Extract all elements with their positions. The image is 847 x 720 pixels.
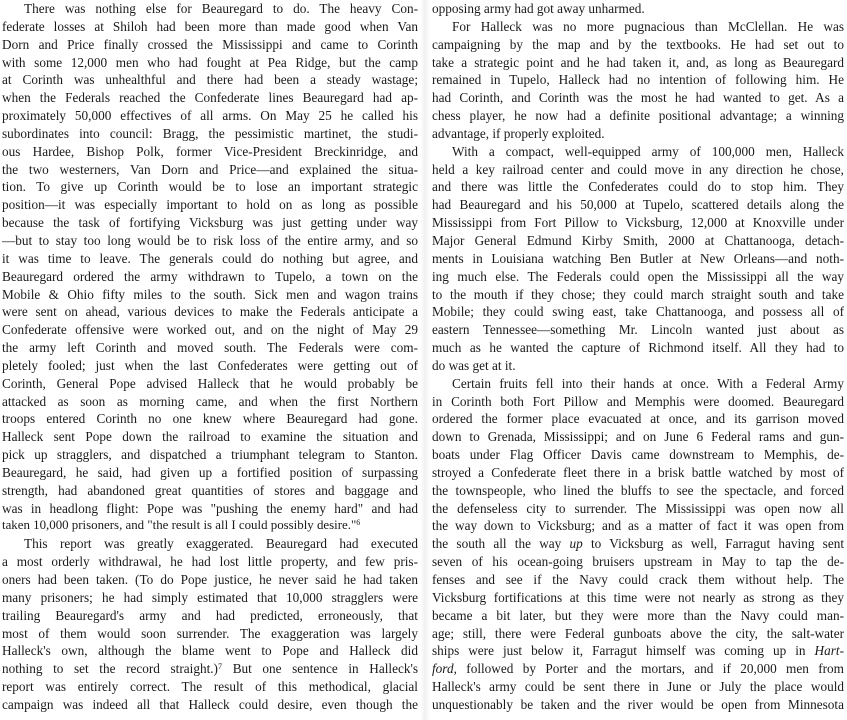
text-line: Mobile; they could swing east, take Chattanooga, and possess all of — [432, 304, 844, 320]
text-line: Major General Edmund Kirby Smith, 2000 at Chattanooga, detach- — [432, 232, 844, 248]
text-line: Vicksburg fortifications at this time were not nearly as strong as they — [432, 589, 844, 605]
text-line: tion. To give up Corinth would be to lose an important strategic — [2, 179, 418, 195]
text-line: Halleck's own, although the blame went to Pope and Halleck did — [2, 643, 418, 659]
text-line: Corinth, General Pope advised Halleck that he would probably be — [2, 375, 418, 391]
text-line: Beauregard, he said, had given up a fortified position of surpassing — [2, 464, 418, 480]
text-line: Confederate offensive were worked out, and on the night of May 29 — [2, 322, 418, 338]
text-line: in Corinth both Fort Pillow and Memphis were doomed. Beauregard — [432, 393, 844, 409]
page-gutter — [420, 0, 430, 720]
text-line: when the Federals reached the Confederate lines Beauregard had ap- — [2, 90, 418, 106]
footnote-marker: 6 — [356, 518, 361, 528]
text-line: boats under Flag Officer Davis came downstream to Memphis, de- — [432, 447, 844, 463]
text-run: taken 10,000 prisoners, and "the result is all I could possibly desire." — [2, 518, 357, 533]
text-line: eastern Tennessee—something Mr. Lincoln wanted just about as — [432, 322, 844, 338]
emphasis-text: Hart- — [814, 643, 844, 659]
text-line: ous Hardee, Bishop Polk, former Vice-President Breckinridge, and — [2, 143, 418, 159]
text-line: at Corinth was unhealthful and there had been a steady wastage; — [2, 72, 418, 88]
text-line — [432, 535, 844, 553]
text-line: much as he wanted the capture of Richmond itself. All they had to — [432, 340, 844, 356]
text-run: ships were just below it, Farragut himself was coming up in — [432, 643, 806, 659]
text-line — [432, 660, 844, 678]
text-line: became a bit later, but they were more than the Navy could man- — [432, 607, 844, 623]
text-line: do was get at it. — [432, 357, 516, 373]
text-line: and there was little the Confederates could do to stop him. They — [432, 179, 844, 195]
text-line: chess player, he now had a definite positional advantage; a winning — [432, 108, 844, 124]
text-line: had Beauregard and his 50,000 at Tupelo, scattered details along the — [432, 197, 844, 213]
text-line: advantage, if properly exploited. — [432, 125, 605, 141]
text-line: attacked as soon as morning came, and when the first Northern — [2, 393, 418, 409]
text-line: campaigning by the map and by the textbooks. He had set out to — [432, 36, 844, 52]
text-line: remained in Tupelo, Halleck had no intention of following him. He — [432, 72, 844, 88]
text-run: nothing to set the record straight.) — [2, 661, 218, 677]
text-line: had Corinth, and Corinth was the most he had wanted to get. As a — [432, 90, 844, 106]
text-line: was in headlong flight: Pope was "pushing the enemy hard" and had — [2, 500, 418, 516]
text-line: With a compact, well-equipped army of 100,000 men, Halleck — [452, 143, 844, 159]
text-line: it was time to leave. The generals could do nothing but agree, and — [2, 250, 418, 266]
text-line: seven of his ocean-going bruisers upstream in May to tap the de- — [432, 554, 844, 570]
text-line: troops entered Corinth no one knew where Beauregard had gone. — [2, 411, 418, 427]
footnote-marker: 7 — [217, 661, 223, 671]
text-line: Beauregard ordered the army withdrawn to Tupelo, a town on the — [2, 268, 418, 284]
text-line: federate losses at Shiloh had been more than made good when Van — [2, 18, 418, 34]
text-line: the way down to Vicksburg; and as a matter of fact it was open from — [432, 518, 844, 534]
text-line: Halleck's army could be sent there in June or July the place would — [432, 679, 844, 695]
text-line: to the mouth if they chose; they could march straight south and take — [432, 286, 844, 302]
text-line: position—it was especially important to hold on as long as possible — [2, 197, 418, 213]
text-line: subordinates into council: Bragg, the pessimistic martinet, the studi- — [2, 125, 418, 141]
text-line: with some 12,000 men who had fought at Pea Ridge, but the camp — [2, 54, 418, 70]
text-line: opposing army had got away unharmed. — [432, 1, 645, 16]
emphasis-text: ford — [432, 661, 454, 677]
text-line: fenses and see if the Navy could crack them without help. The — [432, 572, 844, 587]
text-line: proximately 50,000 effectives of all arms. On May 25 he called his — [2, 108, 418, 124]
text-line — [2, 660, 418, 678]
text-line: a most orderly withdrawal, he had lost little property, and few pris- — [2, 554, 418, 570]
left-text-column — [2, 0, 418, 720]
text-line: There was nothing else for Beauregard to do. The heavy Con- — [24, 1, 418, 16]
right-text-column — [432, 0, 844, 720]
text-line: pick up stragglers, and dispatched a triumphant telegram to Stanton. — [2, 447, 418, 463]
text-line — [432, 642, 844, 660]
text-run: , followed by Porter and the mortars, and if 20,000 men from — [453, 661, 844, 677]
text-line: Mobile & Ohio fifty miles to the south. Sick men and wagon trains — [2, 286, 418, 302]
text-line: Dorn and Price finally crossed the Mississippi and came to Corinth — [2, 36, 418, 52]
text-line: held a key railroad center and could move in any direction he chose, — [432, 161, 844, 177]
text-line: pletely fooled; just when the last Confederates were getting out of — [2, 357, 418, 373]
text-line: report was entirely correct. The result of this methodical, glacial — [2, 679, 418, 695]
text-line: unquestionably be taken and the river would be open from Minnesota — [432, 696, 844, 712]
text-line: down to Grenada, Mississippi; and on June 6 Federal rams and gun- — [432, 429, 844, 445]
text-line: many prisoners; he had simply estimated that 10,000 stragglers were — [2, 589, 418, 605]
text-line: ordered the former place evacuated at once, and its garrison moved — [432, 411, 844, 427]
text-line: Mississippi from Fort Pillow to Vicksburg, 12,000 at Knoxville under — [432, 215, 844, 231]
text-line — [2, 517, 418, 535]
text-line: strength, had abandoned great quantities of stores and baggage and — [2, 482, 418, 498]
text-line: the army left Corinth and moved south. The Federals were com- — [2, 340, 418, 356]
text-line: take a strategic point and he had taken it, and, as long as Beauregard — [432, 54, 844, 70]
text-line: the townspeople, who lined the bluffs to see the spectacle, and forced — [432, 482, 844, 498]
text-run: to Vicksburg as well, Farragut having sent — [582, 536, 844, 552]
text-line: stroyed a Confederate fleet there in a brisk battle watched by most of — [432, 464, 844, 480]
text-line: were sent on ahead, various devices to make the Federals anticipate a — [2, 304, 418, 320]
text-line: —but to stay too long would be to risk loss of the entire army, and so — [2, 232, 418, 248]
text-line: campaign was indeed all that Halleck could desire, even though the — [2, 696, 418, 712]
text-line: Certain fruits fell into their hands at once. With a Federal Army — [452, 375, 844, 391]
text-line: ing much else. The Federals could open the Mississippi all the way — [432, 268, 844, 284]
text-line: oners had been taken. (To do Pope justice, he never said he had taken — [2, 572, 418, 587]
text-run: the south all the way — [432, 536, 562, 552]
text-line: Halleck sent Pope down the railroad to examine the situation and — [2, 429, 418, 445]
text-line: ments in Louisiana watching Ben Butler at New Orleans—and noth- — [432, 250, 844, 266]
text-line: the defenseless city to surrender. The Mississippi was open now all — [432, 500, 844, 516]
text-line: trailing Beauregard's army and had predicted, erroneously, that — [2, 607, 418, 623]
emphasis-text: up — [569, 536, 583, 552]
text-line: because the task of fortifying Vicksburg was just getting under way — [2, 215, 418, 231]
text-line: most of them would soon surrender. The exaggeration was largely — [2, 625, 418, 641]
text-line: This report was greatly exaggerated. Beauregard had executed — [24, 536, 418, 552]
text-line: For Halleck was no more pugnacious than McClellan. He was — [452, 18, 844, 34]
text-run: But one sentence in Halleck's — [222, 661, 418, 677]
text-line: the two westerners, Van Dorn and Price—and explained the situa- — [2, 161, 418, 177]
text-line: age; still, there were Federal gunboats above the city, the salt-water — [432, 625, 844, 641]
